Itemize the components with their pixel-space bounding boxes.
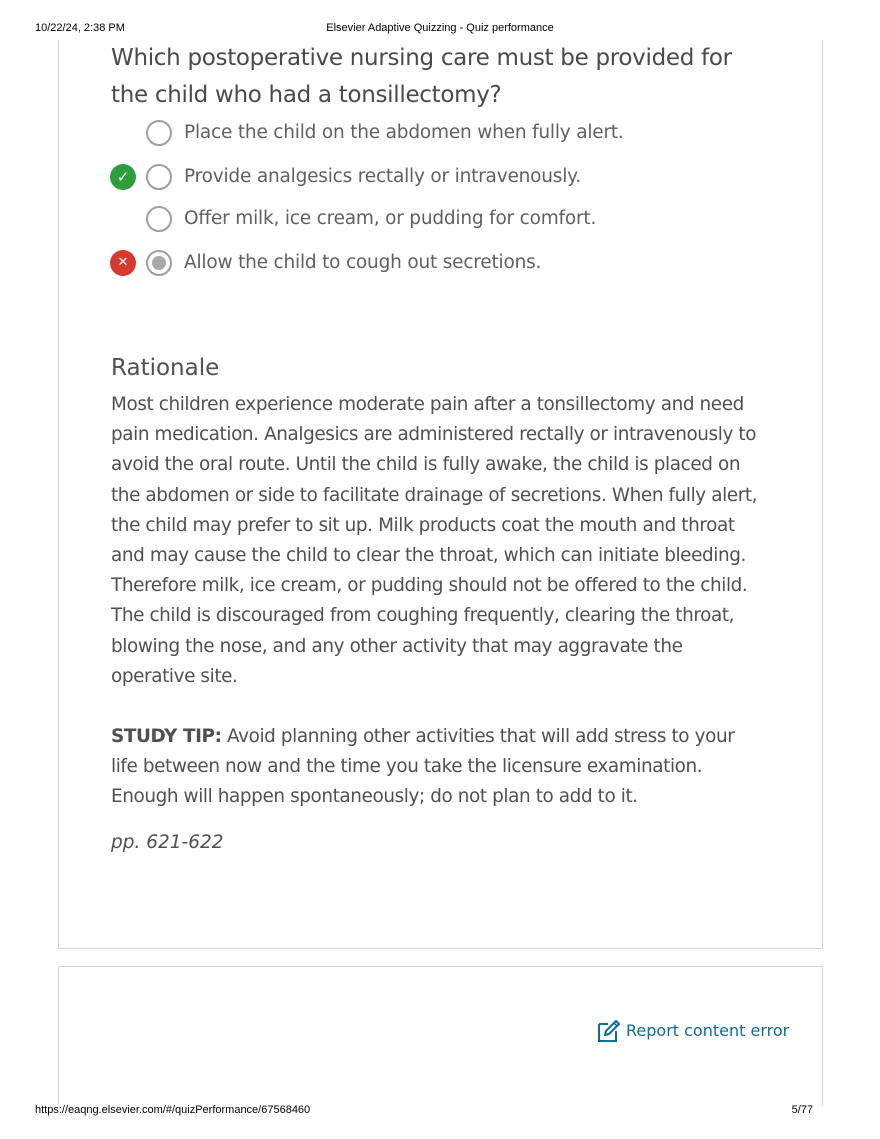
answer-option-4[interactable] [110, 248, 770, 278]
study-tip [111, 722, 761, 813]
study-tip-label: STUDY TIP: [111, 726, 222, 747]
report-content-error-link[interactable] [596, 1018, 796, 1046]
question-text: Which postoperative nursing care must be provided for the child who had a tonsillectomy? [111, 45, 732, 108]
option-label: Offer milk, ice cream, or pudding for comfort. [184, 208, 597, 229]
print-page-number: 5/77 [791, 1104, 813, 1116]
print-header [0, 22, 880, 36]
rationale-heading: Rationale [111, 355, 220, 381]
print-datetime: 10/22/24, 2:38 PM [35, 22, 125, 34]
x-icon: ✕ [110, 250, 136, 276]
edit-icon [596, 1018, 620, 1044]
radio-button[interactable] [146, 164, 172, 190]
option-label: Allow the child to cough out secretions. [184, 252, 542, 273]
option-label: Place the child on the abdomen when fully alert. [184, 122, 624, 143]
option-label: Provide analgesics rectally or intravenously. [184, 166, 581, 187]
print-footer [0, 1104, 880, 1118]
radio-button[interactable] [146, 206, 172, 232]
report-label: Report content error [626, 1021, 790, 1040]
page-reference: pp. 621-622 [111, 832, 224, 853]
check-icon: ✓ [110, 164, 136, 190]
answer-option-2[interactable] [110, 162, 770, 192]
radio-button-selected[interactable] [146, 250, 172, 276]
study-tip-text: Avoid planning other activities that will add stress to your life between now and the time you take the licensure examination. Enough will happen spontaneously; do not plan to add to it. [111, 726, 735, 808]
print-title: Elsevier Adaptive Quizzing - Quiz performance [326, 22, 554, 34]
rationale-text: Most children experience moderate pain after a tonsillectomy and need pain medication. Analgesics are administered rectally or intravenously to avoid the oral route. Until the child is fully awake, the child is placed on the abdomen or side to facilitate drainage of secretions. When fully alert, the child may prefer to sit up. Milk products coat the mouth and throat and may cause the child to clear the throat, which can initiate bleeding. Therefore milk, ice cream, or pudding should not be offered to the child. The child is discouraged from coughing frequently, clearing the throat, blowing the nose, and any other activity that may aggravate the operative site. [111, 394, 758, 687]
answer-option-3[interactable] [110, 204, 770, 234]
answer-option-1[interactable] [110, 118, 770, 148]
radio-button[interactable] [146, 120, 172, 146]
print-url: https://eaqng.elsevier.com/#/quizPerformance/67568460 [35, 1104, 311, 1116]
